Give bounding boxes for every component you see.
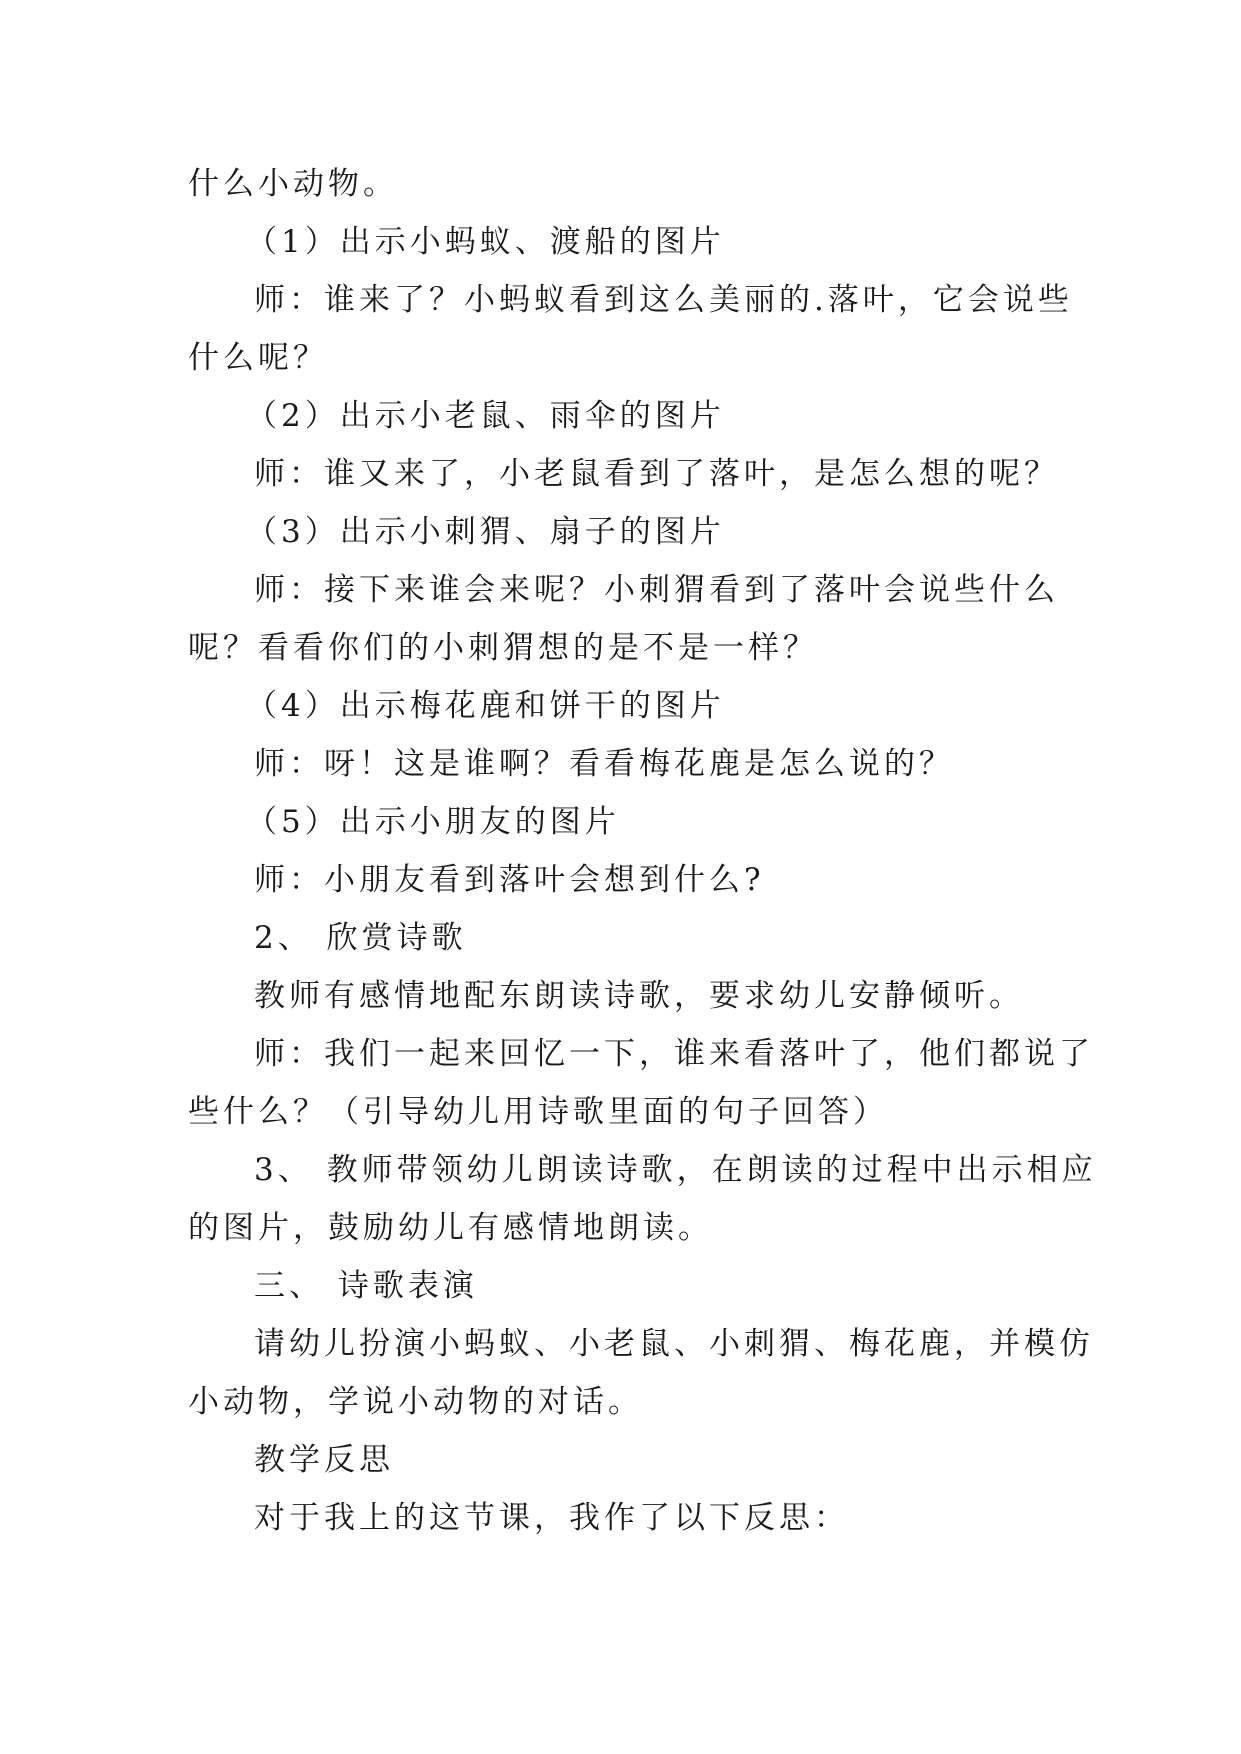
text-line: 师：我们一起来回忆一下，谁来看落叶了，他们都说了 [254,1036,1094,1072]
text-line: 什么小动物。 [188,166,398,202]
text-line: 教师有感情地配东朗读诗歌，要求幼儿安静倾听。 [254,978,1024,1014]
text-line: （4）出示梅花鹿和饼干的图片 [246,688,725,724]
text-line: 师：呀！这是谁啊？看看梅花鹿是怎么说的？ [254,746,954,782]
text-line: 的图片，鼓励幼儿有感情地朗读。 [188,1210,713,1246]
text-line: 呢？看看你们的小刺猬想的是不是一样？ [188,630,818,666]
text-line: 请幼儿扮演小蚂蚁、小老鼠、小刺猬、梅花鹿，并模仿 [254,1326,1094,1362]
text-line: （1）出示小蚂蚁、渡船的图片 [246,224,725,260]
section-heading: 三、 诗歌表演 [254,1268,478,1304]
text-line: 小动物，学说小动物的对话。 [188,1384,643,1420]
text-line: 什么呢？ [188,340,328,376]
text-line: 师：谁又来了，小老鼠看到了落叶，是怎么想的呢？ [254,456,1059,492]
text-line: （2）出示小老鼠、雨伞的图片 [246,398,725,434]
text-line: 对于我上的这节课，我作了以下反思： [254,1500,849,1536]
section-heading: 教学反思 [254,1442,394,1478]
text-line: 师：谁来了？小蚂蚁看到这么美丽的.落叶，它会说些 [254,282,1073,318]
section-heading: 2、 欣赏诗歌 [254,920,467,956]
text-line: 师：接下来谁会来呢？小刺猬看到了落叶会说些什么 [254,572,1059,608]
text-line: （3）出示小刺猬、扇子的图片 [246,514,725,550]
text-line: 些什么？（引导幼儿用诗歌里面的句子回答） [188,1094,888,1130]
text-line: 师：小朋友看到落叶会想到什么? [254,862,765,898]
text-line: （5）出示小朋友的图片 [246,804,620,840]
text-line: 3、 教师带领幼儿朗读诗歌，在朗读的过程中出示相应 [254,1152,1097,1188]
document-body [188,155,1097,1547]
